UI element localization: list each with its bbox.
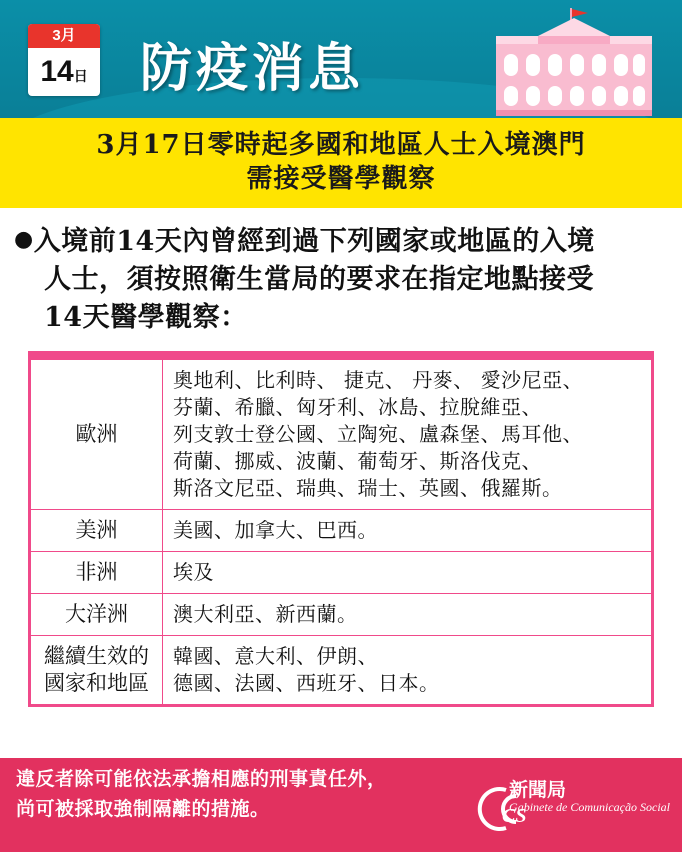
table-row: [31, 360, 652, 510]
calendar-day-suffix: 日: [73, 68, 88, 84]
table-row: [31, 552, 652, 594]
intro-line-2: 人士，須按照衛生當局的要求在指定地點接受: [44, 264, 594, 295]
place-line: 埃及: [173, 560, 214, 584]
place-line: 奧地利、比利時、 捷克、 丹麥、 愛沙尼亞、: [173, 368, 584, 392]
regions-table: [28, 351, 654, 707]
calendar-month: 3月: [28, 24, 100, 48]
place-line: 芬蘭、希臘、匈牙利、冰島、拉脫維亞、: [173, 395, 542, 419]
intro-line-1: 入境前14天內曾經到過下列國家或地區的入境: [33, 226, 595, 257]
region-label-line: 國家和地區: [44, 671, 149, 695]
place-line: 澳大利亞、新西蘭。: [173, 602, 358, 626]
region-places: [163, 360, 652, 510]
place-line: 美國、加拿大、巴西。: [173, 518, 378, 542]
table-row: [31, 636, 652, 705]
region-label: 美洲: [31, 510, 163, 552]
intro-line-3: 14天醫學觀察：: [44, 302, 248, 333]
region-label: [31, 636, 163, 705]
gcs-wordmark: [509, 780, 670, 814]
region-label: 非洲: [31, 552, 163, 594]
region-label-line: 繼續生效的: [44, 644, 149, 668]
footer: [0, 758, 682, 852]
subtitle-banner: [0, 118, 682, 208]
subtitle-line-2: 需接受醫學觀察: [246, 164, 436, 194]
region-places: [163, 510, 652, 552]
page-title: 防疫消息: [140, 38, 365, 99]
calendar-day: [28, 48, 100, 96]
place-line: 韓國、意大利、伊朗、: [173, 644, 378, 668]
region-label: 大洋洲: [31, 594, 163, 636]
region-places: [163, 552, 652, 594]
header: [0, 0, 682, 118]
region-places: [163, 636, 652, 705]
table-row: [31, 510, 652, 552]
bullet-icon: ●: [14, 226, 34, 252]
place-line: 斯洛文尼亞、瑞典、瑞士、英國、俄羅斯。: [173, 476, 563, 500]
government-building-icon: [478, 6, 668, 118]
footer-warning-text: [16, 764, 387, 824]
subtitle-line-1: 3月17日零時起多國和地區人士入境澳門: [96, 130, 586, 160]
place-line: 荷蘭、挪威、波蘭、葡萄牙、斯洛伐克、: [173, 449, 542, 473]
gcs-name-pt: Gabinete de Comunicação Social: [509, 799, 670, 814]
footer-line-1: 違反者除可能依法承擔相應的刑事責任外，: [16, 768, 387, 790]
calendar-day-number: 14: [40, 55, 74, 88]
intro-paragraph: [0, 208, 682, 343]
svg-text:CS: CS: [502, 805, 527, 827]
place-line: 列支敦士登公國、立陶宛、盧森堡、馬耳他、: [173, 422, 583, 446]
gcs-name-cn: 新聞局: [509, 779, 567, 801]
calendar-badge: [28, 24, 100, 96]
place-line: 德國、法國、西班牙、日本。: [173, 671, 440, 695]
region-label: 歐洲: [31, 360, 163, 510]
region-places: [163, 594, 652, 636]
table-row: [31, 594, 652, 636]
footer-line-2: 尚可被採取強制隔離的措施。: [16, 798, 270, 820]
